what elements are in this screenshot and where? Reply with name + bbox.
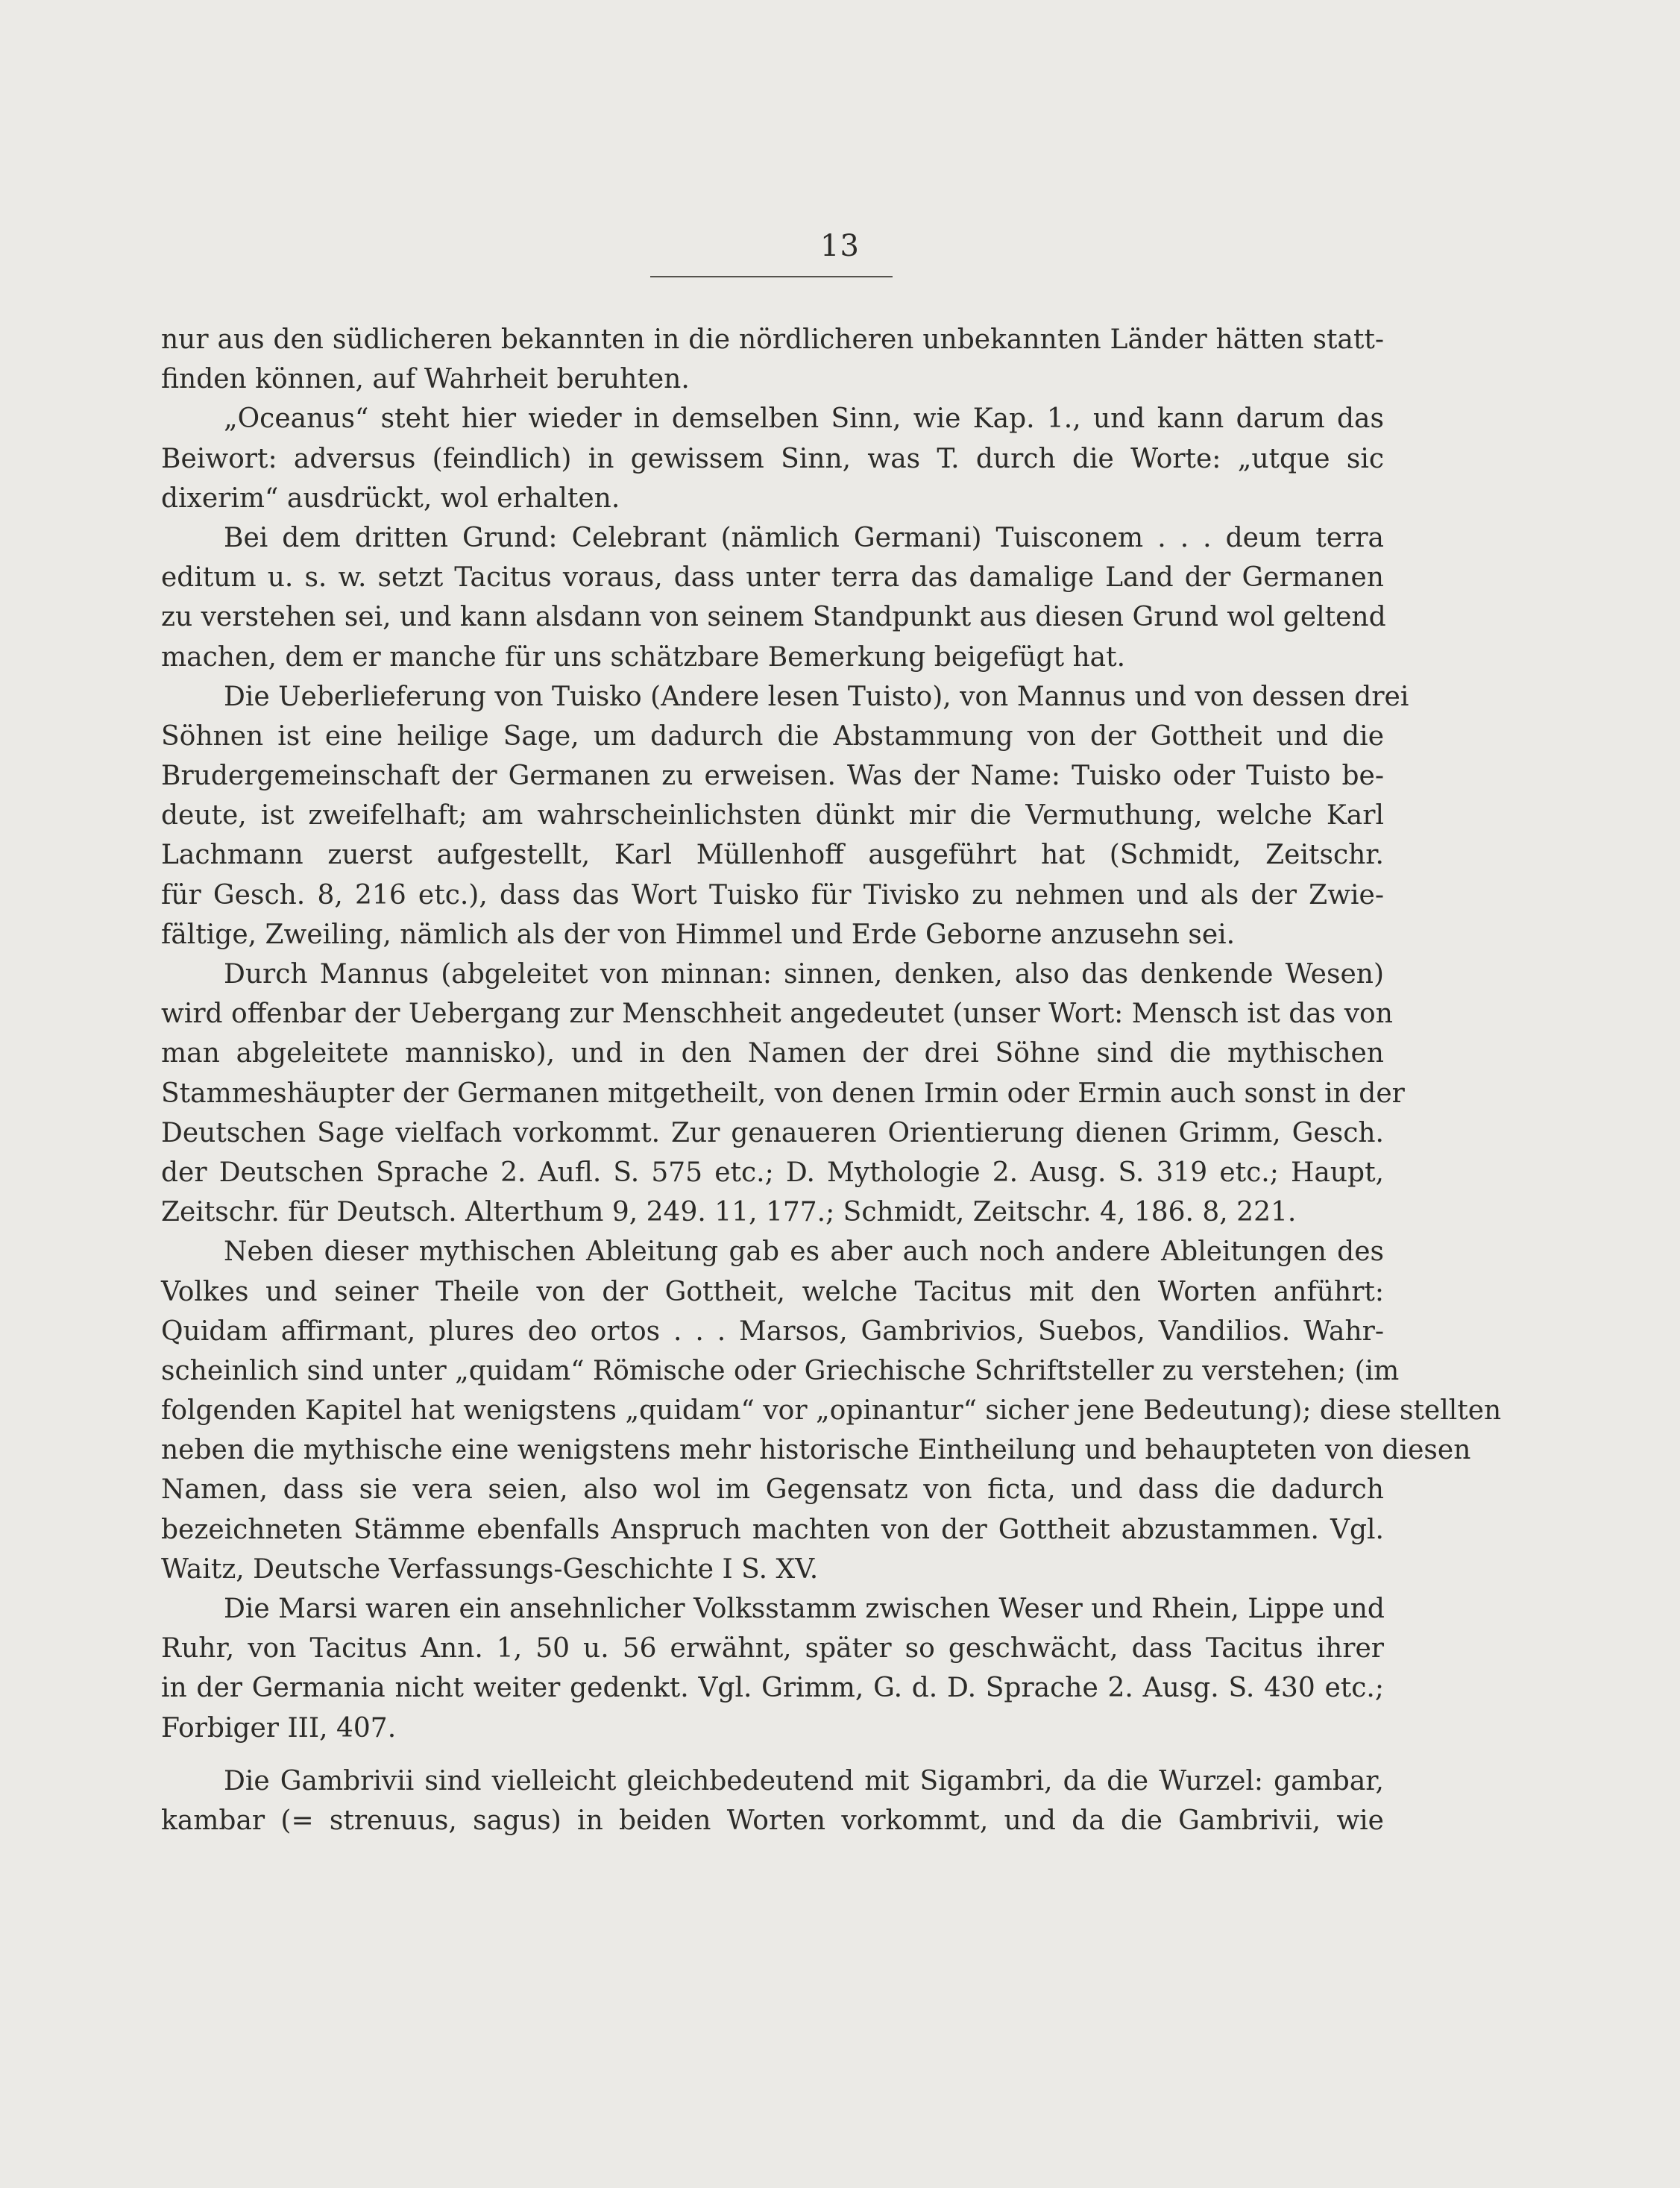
text-line: bezeichneten Stämme ebenfalls Anspruch machten von der Gottheit abzustammen. Vgl. xyxy=(161,1514,1384,1545)
page-number: 13 xyxy=(820,229,860,263)
text-line: scheinlich sind unter „quidam“ Römische oder Griechische Schriftsteller zu verstehen; (im xyxy=(161,1355,1400,1386)
text-line: Quidam affirmant, plures deo ortos . . . Marsos, Gambrivios, Suebos, Vandilios. Wahr- xyxy=(161,1315,1384,1347)
paragraph xyxy=(161,1589,1384,1748)
text-line: Bei dem dritten Grund: Celebrant (nämlich Germani) Tuisconem . . . deum terra xyxy=(224,522,1384,553)
paragraph xyxy=(161,1232,1502,1589)
text-line: Zeitschr. für Deutsch. Alterthum 9, 249. 11, 177.; Schmidt, Zeitschr. 4, 186. 8, 221. xyxy=(161,1197,1297,1228)
text-line: editum u. s. w. setzt Tacitus voraus, dass unter terra das damalige Land der Germanen xyxy=(161,562,1384,594)
text-line: Die Marsi waren ein ansehnlicher Volksstamm zwischen Weser und Rhein, Lippe und xyxy=(224,1594,1385,1624)
page-number-rule xyxy=(650,276,893,277)
text-line: finden können, auf Wahrheit beruhten. xyxy=(161,364,690,395)
text-line: Stammeshäupter der Germanen mitgetheilt, von denen Irmin oder Ermin auch sonst in der xyxy=(161,1078,1405,1109)
paragraph xyxy=(161,518,1384,677)
text-line: dixerim“ ausdrückt, wol erhalten. xyxy=(161,482,620,514)
text-line: neben die mythische eine wenigstens mehr historische Eintheilung und behaupteten von diesen xyxy=(161,1435,1471,1466)
text-line: nur aus den südlicheren bekannten in die nördlicheren unbekannten Länder hätten statt- xyxy=(161,324,1384,355)
text-line: Neben dieser mythischen Ableitung gab es aber auch noch andere Ableitungen des xyxy=(224,1236,1384,1268)
text-line: Die Gambrivii sind vielleicht gleichbedeutend mit Sigambri, da die Wurzel: gambar, xyxy=(224,1765,1384,1796)
text-line: Waitz, Deutsche Verfassungs-Geschichte I S. XV. xyxy=(161,1553,819,1585)
text-line: man abgeleitete mannisko), und in den Namen der drei Söhne sind die mythischen xyxy=(161,1038,1384,1069)
text-line: fältige, Zweiling, nämlich als der von Himmel und Erde Geborne anzusehn sei. xyxy=(161,919,1236,950)
text-line: zu verstehen sei, und kann alsdann von seinem Standpunkt aus diesen Grund wol geltend xyxy=(161,602,1386,633)
text-line: Beiwort: adversus (feindlich) in gewissem Sinn, was T. durch die Worte: „utque sic xyxy=(161,443,1384,474)
text-line: für Gesch. 8, 216 etc.), dass das Wort Tuisko für Tivisko zu nehmen und als der Zwie- xyxy=(161,879,1384,911)
text-line: folgenden Kapitel hat wenigstens „quidam“ vor „opinantur“ sicher jene Bedeutung); diese stellten xyxy=(161,1395,1502,1427)
paragraph xyxy=(161,399,1384,518)
text-line: Brudergemeinschaft der Germanen zu erweisen. Was der Name: Tuisko oder Tuisto be- xyxy=(161,761,1384,792)
text-line: machen, dem er manche für uns schätzbare Bemerkung beigefügt hat. xyxy=(161,641,1126,673)
text-line: kambar (= strenuus, sagus) in beiden Worten vorkommt, und da die Gambrivii, wie xyxy=(161,1805,1384,1836)
text-line: Die Ueberlieferung von Tuisko (Andere lesen Tuisto), von Mannus und von dessen drei xyxy=(224,681,1409,712)
paragraph xyxy=(161,955,1405,1232)
text-line: Ruhr, von Tacitus Ann. 1, 50 u. 56 erwähnt, später so geschwächt, dass Tacitus ihrer xyxy=(161,1633,1384,1664)
text-line: deute, ist zweifelhaft; am wahrscheinlichsten dünkt mir die Vermuthung, welche Karl xyxy=(161,800,1384,831)
text-line: Forbiger III, 407. xyxy=(161,1712,397,1744)
text-line: Lachmann zuerst aufgestellt, Karl Müllenhoff ausgeführt hat (Schmidt, Zeitschr. xyxy=(161,840,1384,871)
text-body xyxy=(161,320,1502,1840)
text-line: der Deutschen Sprache 2. Aufl. S. 575 etc.; D. Mythologie 2. Ausg. S. 319 etc.; Haupt, xyxy=(161,1157,1384,1188)
text-line: Volkes und seiner Theile von der Gottheit, welche Tacitus mit den Worten anführt: xyxy=(161,1276,1384,1307)
paragraph xyxy=(161,677,1409,955)
text-line: wird offenbar der Uebergang zur Menschheit angedeutet (unser Wort: Mensch ist das von xyxy=(161,999,1393,1030)
text-line: in der Germania nicht weiter gedenkt. Vgl. Grimm, G. d. D. Sprache 2. Ausg. S. 430 etc.; xyxy=(161,1673,1384,1704)
text-line: Söhnen ist eine heilige Sage, um dadurch die Abstammung von der Gottheit und die xyxy=(161,720,1384,752)
paragraph xyxy=(161,1761,1384,1840)
paragraph xyxy=(161,320,1384,399)
text-line: „Oceanus“ steht hier wieder in demselben Sinn, wie Kap. 1., und kann darum das xyxy=(224,403,1384,435)
text-line: Durch Mannus (abgeleitet von minnan: sinnen, denken, also das denkende Wesen) xyxy=(224,959,1384,990)
text-line: Deutschen Sage vielfach vorkommt. Zur genaueren Orientierung dienen Grimm, Gesch. xyxy=(161,1117,1384,1148)
text-line: Namen, dass sie vera seien, also wol im Gegensatz von ficta, und dass die dadurch xyxy=(161,1474,1384,1506)
